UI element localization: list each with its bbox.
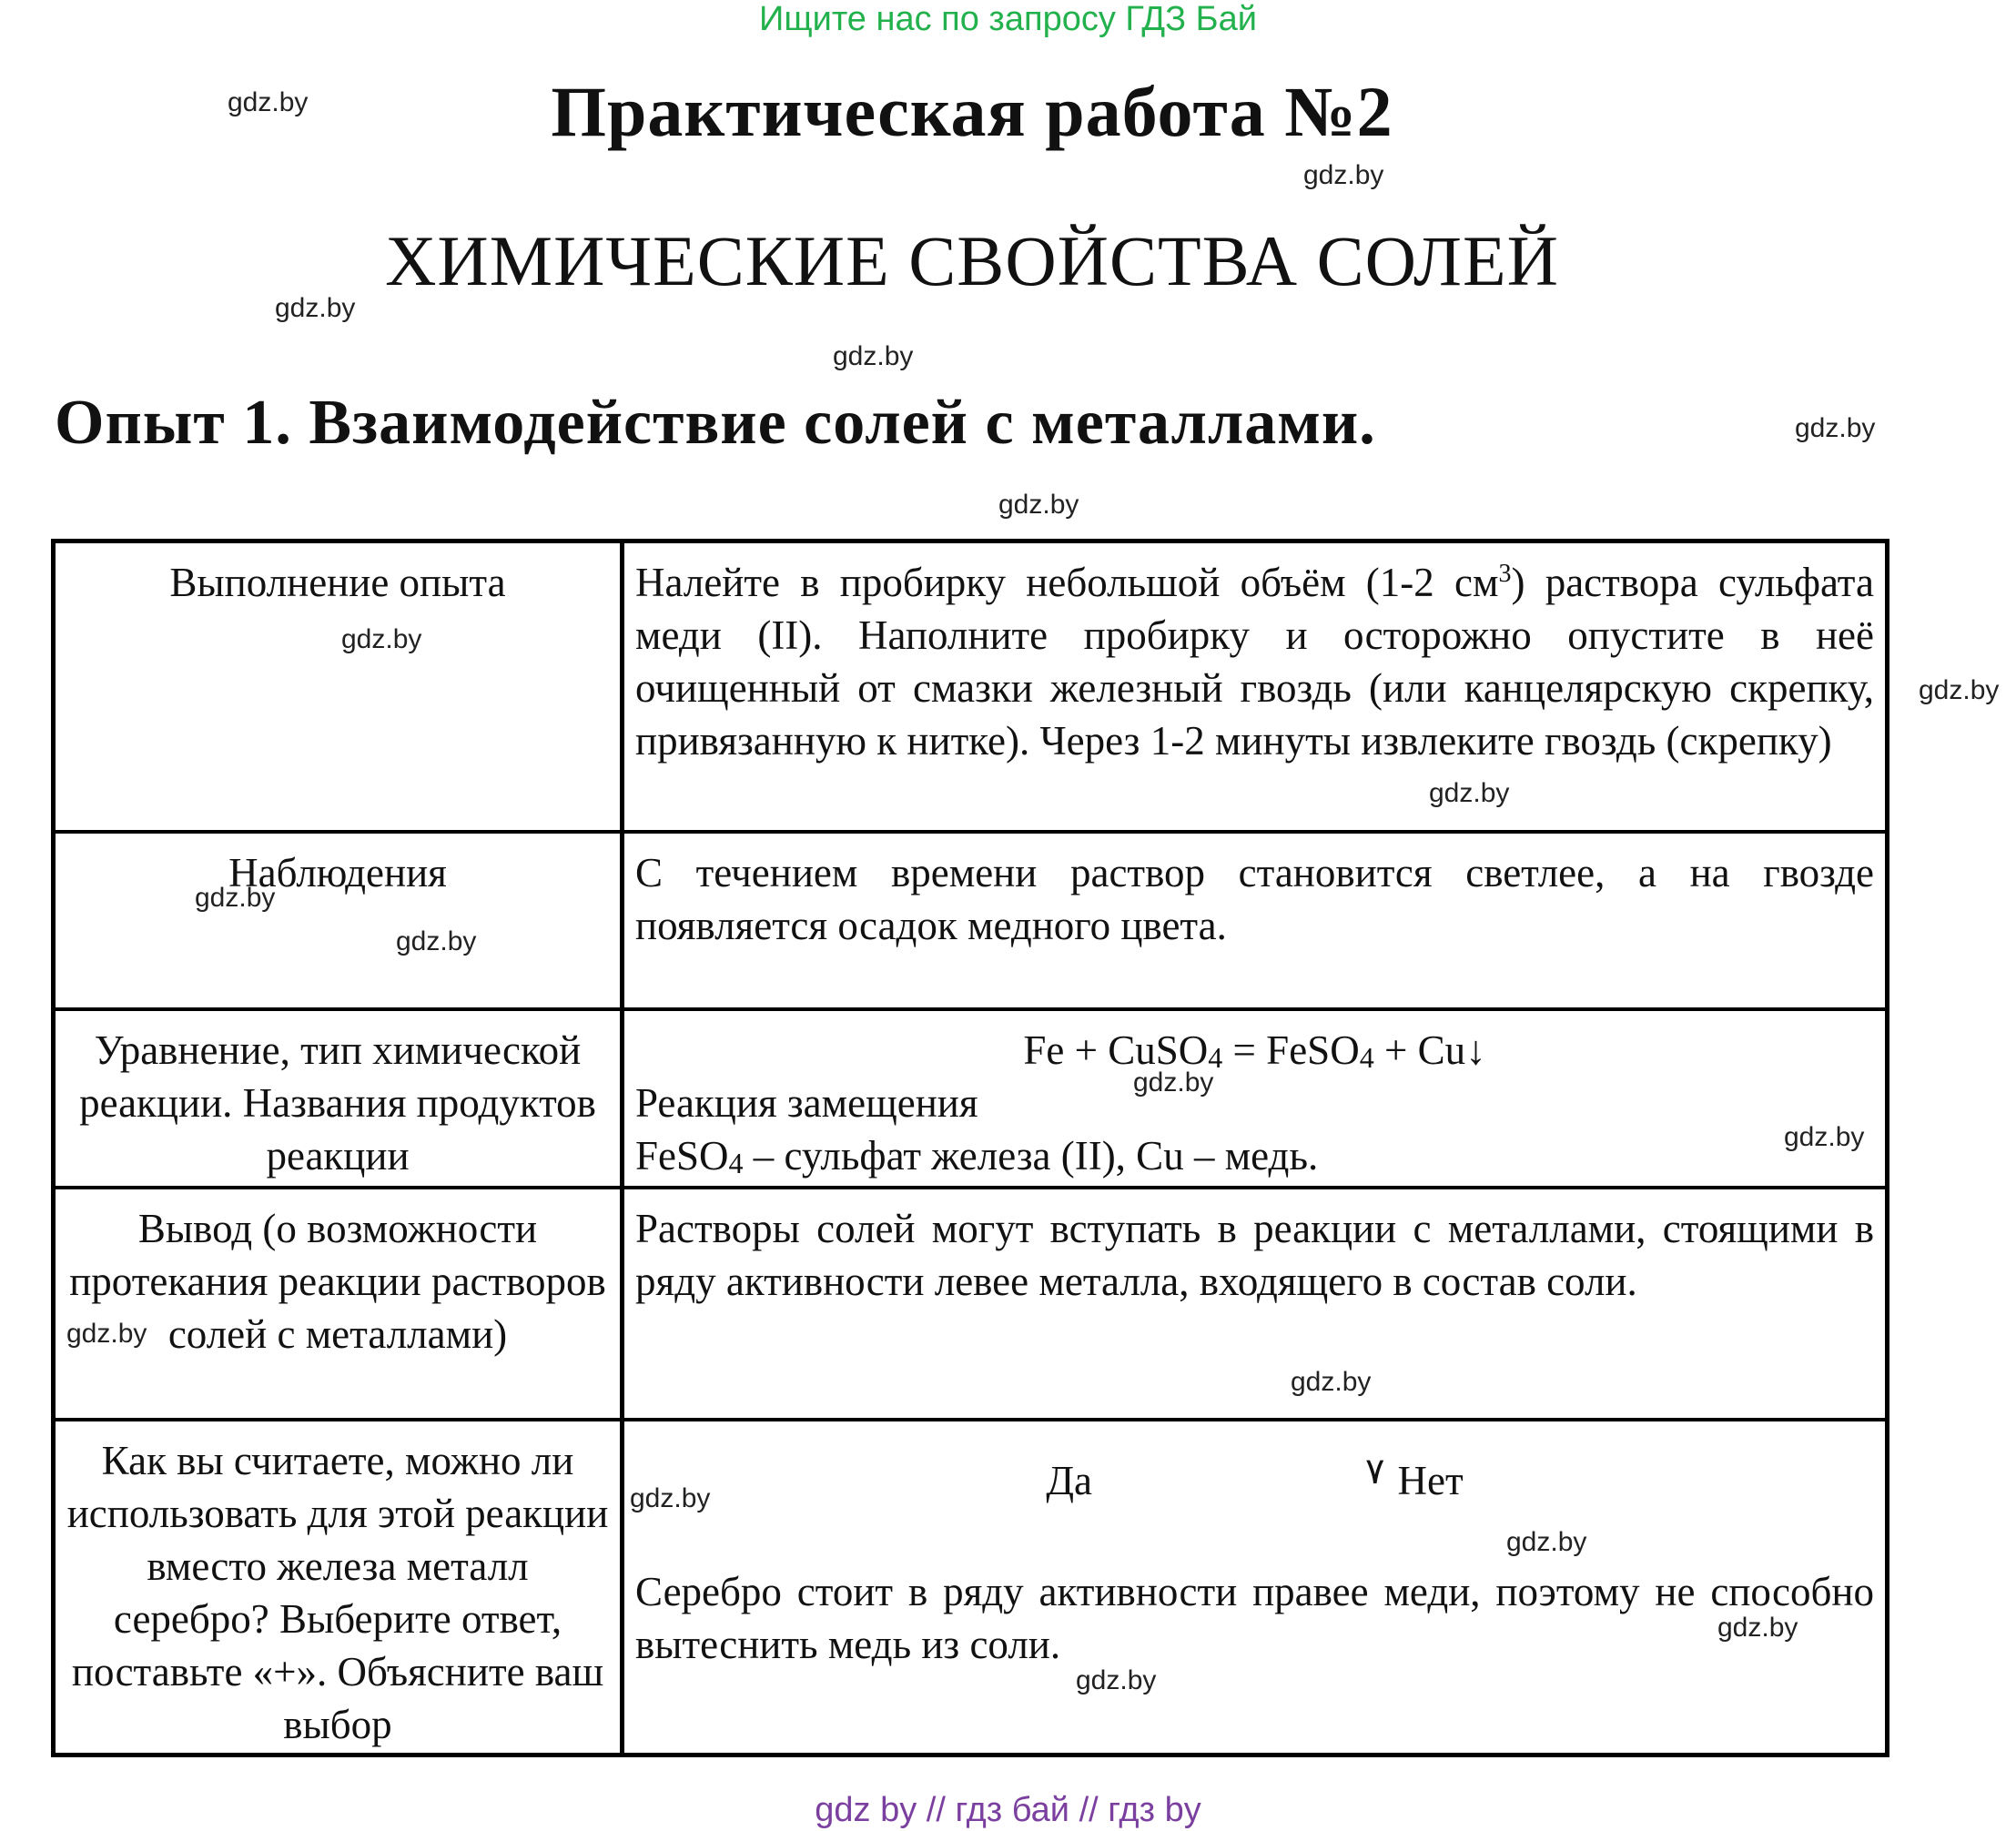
page-title: Практическая работа №2 [551,72,1393,151]
watermark: gdz.by [341,624,422,654]
procedure-sup: 3 [1498,560,1512,588]
watermark: gdz.by [66,1319,147,1349]
reaction-products [635,1129,1874,1182]
conclusion-label [56,1189,620,1418]
procedure-text [624,543,1885,830]
watermark: gdz.by [1795,413,1876,443]
observations-label [56,834,620,1007]
products-part: – сульфат железа (II), Cu – медь. [743,1133,1319,1179]
observations-label-text: Наблюдения [228,850,447,895]
observations-paragraph: С течением времени раствор становится светлее, а на гвозде появляется осадок медного цвета. [635,850,1874,948]
watermark: gdz.by [1429,778,1510,808]
option-no-group [1365,1451,1464,1509]
equation-part: Fe + CuSO [1023,1027,1209,1073]
equation-subscript: 4 [1208,1041,1223,1074]
watermark: gdz.by [1506,1527,1587,1557]
watermark: gdz.by [1133,1067,1214,1098]
equation-subscript: 4 [1359,1041,1374,1074]
experiment-table [51,539,1889,1757]
watermark: gdz.by [630,1483,711,1513]
equation-label-text: Уравнение, тип химической реакции. Названия продуктов реакции [79,1027,596,1179]
question-label [56,1421,620,1758]
watermark: gdz.by [1717,1613,1798,1643]
watermark: gdz.by [1303,160,1384,190]
conclusion-text [624,1189,1885,1418]
reaction-type: Реакция замещения [635,1080,978,1126]
check-mark-icon: ٧ [1365,1451,1385,1492]
procedure-label-text: Выполнение опыта [169,560,506,605]
top-banner: Ищите нас по запросу ГДЗ Бай [759,0,1257,38]
equation-part: = FeSO [1222,1027,1360,1073]
equation-cell [624,1011,1885,1186]
watermark: gdz.by [998,490,1079,520]
option-no: Нет [1397,1458,1464,1503]
conclusion-label-text: Вывод (о возможности протекания реакции растворов солей с металлами) [69,1206,606,1357]
question-answer [624,1421,1885,1758]
watermark: gdz.by [1784,1122,1865,1152]
question-label-text: Как вы считаете, можно ли использовать для этой реакции вместо железа металл серебро? Выберите ответ, поставьте «+». Объясните ваш выбор [66,1438,609,1747]
watermark: gdz.by [275,293,356,323]
observations-text [624,834,1885,1007]
watermark: gdz.by [396,926,477,956]
watermark: gdz.by [1291,1367,1372,1397]
topic-title: ХИМИЧЕСКИЕ СВОЙСТВА СОЛЕЙ [385,221,1559,300]
option-yes: Да [1046,1458,1093,1503]
watermark: gdz.by [1919,675,2000,705]
equation-part: + Cu↓ [1373,1027,1486,1073]
equation-label [56,1011,620,1186]
answer-options [635,1451,1874,1509]
watermark: gdz.by [833,341,914,371]
watermark: gdz.by [1076,1665,1157,1695]
conclusion-paragraph: Растворы солей могут вступать в реакции с металлами, стоящими в ряду активности левее металла, входящего в состав соли. [635,1206,1874,1304]
products-part: FeSO [635,1133,729,1179]
procedure-text-b: ) раствора сульфата меди (II). Наполните пробирку и осторожно опустите в неё очищенный от смазки железный гвоздь (или канцелярскую скрепку, привязанную к нитке). Через 1-2 минуты извлеките гвоздь (скрепку) [635,560,1874,764]
experiment-heading: Опыт 1. Взаимодействие солей с металлами. [55,388,1376,458]
reaction-equation [635,1024,1874,1077]
watermark: gdz.by [195,883,276,913]
procedure-text-a: Налейте в пробирку небольшой объём (1-2 см [635,560,1499,605]
footer-links: gdz by // гдз бай // гдз by [815,1791,1201,1829]
watermark: gdz.by [228,87,309,117]
products-subscript: 4 [728,1147,744,1179]
question-explanation: Серебро стоит в ряду активности правее меди, поэтому не способно вытеснить медь из соли. [635,1569,1874,1667]
procedure-label [56,543,620,830]
